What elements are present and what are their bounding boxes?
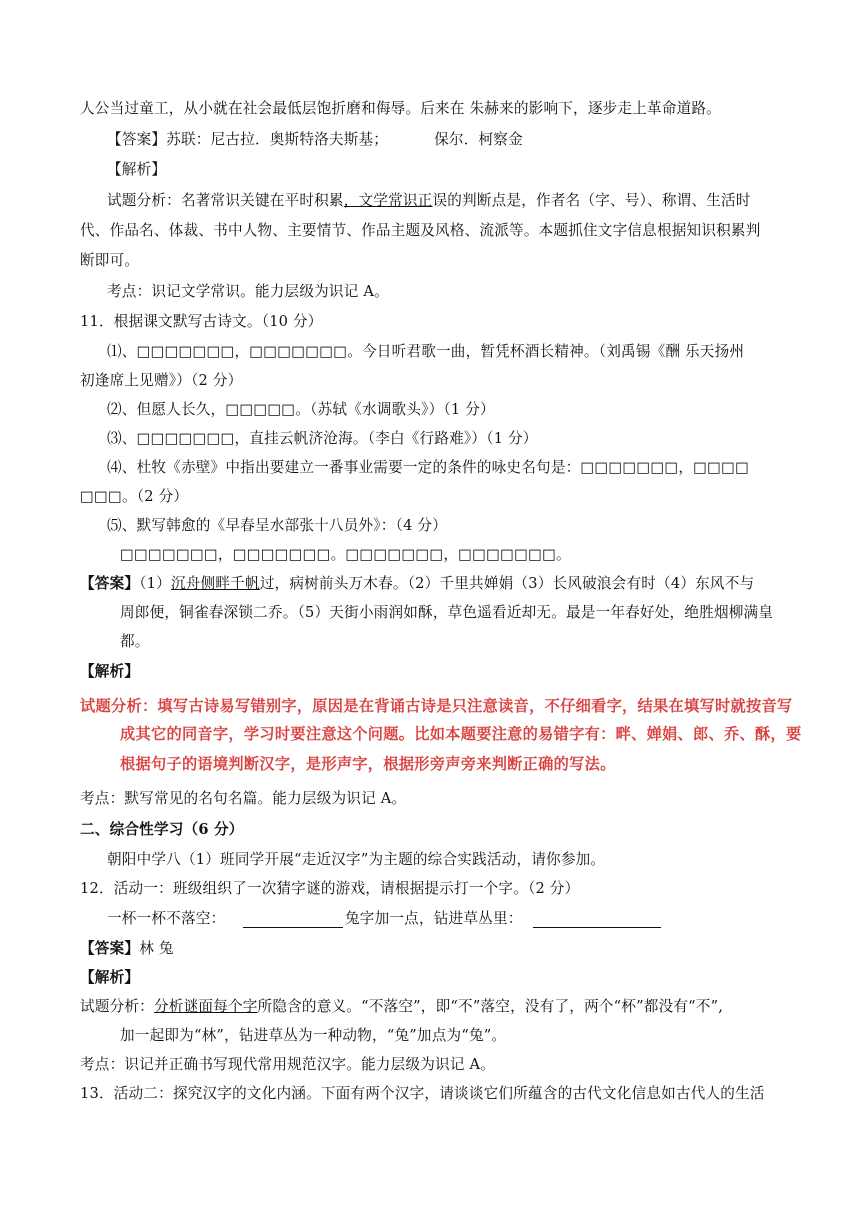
q11-analysis-label: 【解析】 [80,663,140,680]
q11-item1-line-b: 初逢席上见赠》）（2 分） [80,372,243,389]
analysis-text: 误的判断点是，作者名（字、号）、称谓、生活时 [432,192,751,209]
q12-title: 12．活动一：班级组织了一次猜字谜的游戏，请根据提示打一个字。（2 分） [80,880,580,897]
answer-text: 林 兔 [139,940,174,957]
q11-answer-line-1 [80,574,754,594]
q11-red-analysis-line-2: 成其它的同音字，学习时要注意这个问题。比如本题要注意的易错字有：畔、婵娟、郎、乔、酥，要 [120,725,802,743]
analysis-line-2: 代、作品名、体裁、书中人物、主要情节、作品主题及风格、流派等。本题抓住文字信息根据知识积累判 [80,222,761,239]
analysis-text: 所隐含的意义。“不落空”，即“不”落空，没有了，两个“杯”都没有“不”, [257,998,724,1015]
q12-analysis-line-1 [80,997,723,1017]
answer-blank-1[interactable] [243,927,343,928]
answer-blank-2[interactable] [533,927,661,928]
q12-riddle-b: 兔字加一点，钻进草丛里： [345,910,523,927]
answer-label: 【答案】 [80,940,140,957]
q12-analysis-label: 【解析】 [80,969,140,986]
answer-text: 过，病树前头万木春。（2）千里共婵娟（3）长风破浪会有时（4）东风不与 [259,575,755,592]
analysis-line-1 [107,191,751,211]
answer-label: 【答案】 [80,575,140,592]
q12-riddle-a: 一杯一杯不落空： [107,910,226,927]
answer-part-a: 苏联：尼古拉．奥斯特洛夫斯基； [166,131,389,148]
q11-item5: ⑸、默写韩愈的《早春呈水部张十八员外》：（4 分） [107,517,447,534]
analysis-text: 试题分析： [80,998,154,1015]
q11-item5-boxes: □□□□□□□，□□□□□□□。□□□□□□□，□□□□□□□。 [120,546,571,563]
q11-title: 11．根据课文默写古诗文。（10 分） [80,313,323,330]
underlined-text: 沉舟侧畔千帆 [170,575,260,592]
q11-item3: ⑶、□□□□□□□，直挂云帆济沧海。（李白《行路难》）（1 分） [107,430,538,447]
analysis-text: 试题分析：名著常识关键在平时积累 [107,192,344,209]
section2-heading: 二、综合性学习（6 分） [80,821,244,838]
analysis-label: 【解析】 [107,161,167,178]
q13-title: 13．活动二：探究汉字的文化内涵。下面有两个汉字，请谈谈它们所蕴含的古代文化信息如古代人的生活 [80,1085,765,1102]
q11-item4-line-a: ⑷、杜牧《赤壁》中指出要建立一番事业需要一定的条件的咏史名句是：□□□□□□□，□□□□ [107,459,750,476]
q12-kaodian: 考点：识记并正确书写现代常用规范汉字。能力层级为识记 A。 [80,1056,496,1073]
analysis-line-3: 断即可。 [80,252,140,269]
kaodian-line: 考点：识记文学常识。能力层级为识记 A。 [107,283,389,300]
underlined-text: 分析谜面每个字 [153,998,258,1015]
q11-answer-line-3: 都。 [120,633,150,650]
answer-line [107,130,523,150]
underlined-text: ，文学常识正 [343,192,433,209]
q11-red-analysis-line-3: 根据句子的语境判断汉字，是形声字，根据形旁声旁来判断正确的写法。 [120,755,616,773]
q11-kaodian: 考点：默写常见的名句名篇。能力层级为识记 A。 [80,790,407,807]
q12-answer-line [80,939,174,959]
q11-red-analysis-line-1: 试题分析：填写古诗易写错别字，原因是在背诵古诗是只注意读音，不仔细看字，结果在填写时就按音写 [80,697,793,715]
section2-intro: 朝阳中学八（1）班同学开展“走近汉字”为主题的综合实践活动，请你参加。 [107,851,606,868]
q11-item4-line-b: □□□。（2 分） [80,488,189,505]
answer-label: 【答案】 [107,131,167,148]
q11-item1-line-a: ⑴、□□□□□□□，□□□□□□□。今日听君歌一曲，暂凭杯酒长精神。（刘禹锡《酬 乐天扬州 [107,343,745,360]
q11-item2: ⑵、但愿人长久，□□□□□。（苏轼《水调歌头》）（1 分） [107,401,495,418]
answer-text: （1） [139,575,171,592]
q12-analysis-line-2: 加一起即为“林”，钻进草丛为一种动物，“兔”加点为“兔”。 [120,1027,507,1044]
intro-line: 人公当过童工，从小就在社会最低层饱折磨和侮辱。后来在 朱赫来的影响下，逐步走上革命道路。 [80,100,721,117]
answer-part-b: 保尔．柯察金 [434,131,523,148]
q11-answer-line-2: 周郎便，铜雀春深锁二乔。（5）天街小雨润如酥，草色遥看近却无。最是一年春好处，绝胜烟柳满皇 [120,604,774,621]
